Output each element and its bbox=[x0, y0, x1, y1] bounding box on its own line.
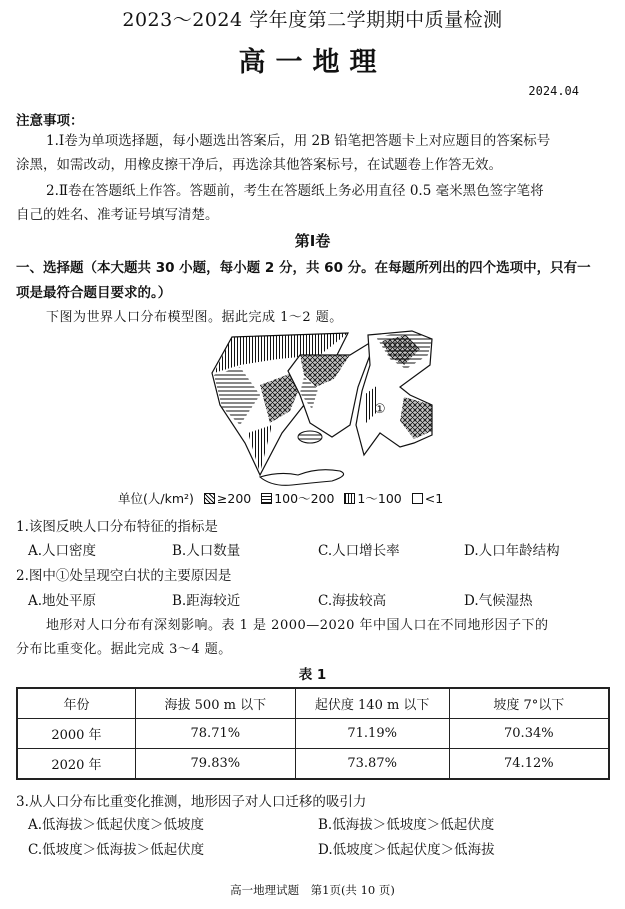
legend-medium-label: 100～200 bbox=[274, 491, 335, 506]
table-cell: 78.71% bbox=[135, 719, 295, 749]
passage-line1: 地形对人口分布有深刻影响。表 1 是 2000—2020 年中国人口在不同地形因子下的 bbox=[46, 618, 549, 633]
table-cell: 2000 年 bbox=[17, 719, 135, 749]
passage-line2: 分布比重变化。据此完成 3～4 题。 bbox=[16, 642, 232, 657]
table-caption: 表 1 bbox=[298, 667, 327, 683]
island-shape bbox=[298, 431, 322, 443]
legend-empty-label: <1 bbox=[424, 491, 444, 506]
population-distribution-figure bbox=[200, 325, 460, 490]
table-row bbox=[17, 719, 609, 749]
question-3-stem: 3.从人口分布比重变化推测，地形因子对人口迁移的吸引力 bbox=[16, 794, 367, 810]
table-header-cell: 年份 bbox=[17, 688, 135, 719]
table-header-row bbox=[17, 688, 609, 719]
table-header-cell: 海拔 500 m 以下 bbox=[135, 688, 295, 719]
figure-legend bbox=[118, 489, 443, 507]
population-table bbox=[16, 687, 610, 780]
subject-title: 高一地理 bbox=[238, 47, 387, 78]
table-cell: 73.87% bbox=[295, 749, 449, 780]
question-2-option-b: B.距海较近 bbox=[172, 593, 241, 609]
table-header-cell: 坡度 7°以下 bbox=[449, 688, 609, 719]
table-header-cell: 起伏度 140 m 以下 bbox=[295, 688, 449, 719]
table-cell: 71.19% bbox=[295, 719, 449, 749]
legend-sparse-label: 1～100 bbox=[357, 491, 402, 506]
table-row bbox=[17, 749, 609, 780]
table-cell: 74.12% bbox=[449, 749, 609, 780]
legend-sparse-swatch bbox=[344, 493, 355, 504]
table-cell: 70.34% bbox=[449, 719, 609, 749]
legend-medium-swatch bbox=[261, 493, 272, 504]
legend-dense-label: ≥200 bbox=[216, 491, 252, 506]
question-2-option-c: C.海拔较高 bbox=[318, 593, 387, 609]
question-3-option-b: B.低海拔＞低坡度＞低起伏度 bbox=[318, 817, 495, 833]
page-footer: 高一地理试题 第1页(共 10 页) bbox=[230, 883, 395, 897]
section-title: 第Ⅰ卷 bbox=[294, 232, 331, 250]
question-2-stem: 2.图中①处呈现空白状的主要原因是 bbox=[16, 568, 232, 584]
exam-title: 2023～2024 学年度第二学期期中质量检测 bbox=[122, 9, 503, 31]
question-1-option-c: C.人口增长率 bbox=[318, 543, 400, 559]
question-1-option-b: B.人口数量 bbox=[172, 543, 241, 559]
question-1-option-a: A.人口密度 bbox=[28, 543, 97, 559]
question-3-option-c: C.低坡度＞低海拔＞低起伏度 bbox=[28, 842, 205, 858]
notice-item2-line1: 2.Ⅱ卷在答题纸上作答。答题前，考生在答题纸上务必用直径 0.5 毫米黑色签字笔将 bbox=[46, 183, 544, 199]
figure-intro: 下图为世界人口分布模型图。据此完成 1～2 题。 bbox=[46, 310, 343, 325]
table-cell: 2020 年 bbox=[17, 749, 135, 780]
notice-heading: 注意事项： bbox=[16, 113, 84, 129]
question-3-option-a: A.低海拔＞低起伏度＞低坡度 bbox=[28, 817, 205, 833]
question-2-option-a: A.地处平原 bbox=[28, 593, 97, 609]
question-1-stem: 1.该图反映人口分布特征的指标是 bbox=[16, 519, 218, 535]
section-instruction-line2: 项是最符合题目要求的。） bbox=[16, 285, 172, 301]
legend-dense-swatch bbox=[204, 493, 215, 504]
notice-item1-line2: 涂黑，如需改动，用橡皮擦干净后，再选涂其他答案标号，在试题卷上作答无效。 bbox=[16, 157, 502, 173]
exam-date: 2024.04 bbox=[528, 84, 579, 98]
question-1-option-d: D.人口年龄结构 bbox=[464, 543, 560, 559]
legend-unit: 单位(人/km²) bbox=[118, 491, 194, 506]
question-3-option-d: D.低坡度＞低起伏度＞低海拔 bbox=[318, 842, 495, 858]
notice-item1-line1: 1.Ⅰ卷为单项选择题，每小题选出答案后，用 2B 铅笔把答题卡上对应题目的答案标号 bbox=[46, 133, 551, 149]
figure-marker-1: ① bbox=[374, 402, 386, 417]
table-cell: 79.83% bbox=[135, 749, 295, 780]
section-instruction-line1: 一、选择题（本大题共 30 小题，每小题 2 分，共 60 分。在每题所列出的四个选项中，只有一 bbox=[16, 260, 591, 276]
legend-empty-swatch bbox=[412, 493, 423, 504]
notice-item2-line2: 自己的姓名、准考证号填写清楚。 bbox=[16, 207, 219, 223]
question-2-option-d: D.气候湿热 bbox=[464, 593, 533, 609]
south-continent-shape bbox=[260, 470, 344, 486]
